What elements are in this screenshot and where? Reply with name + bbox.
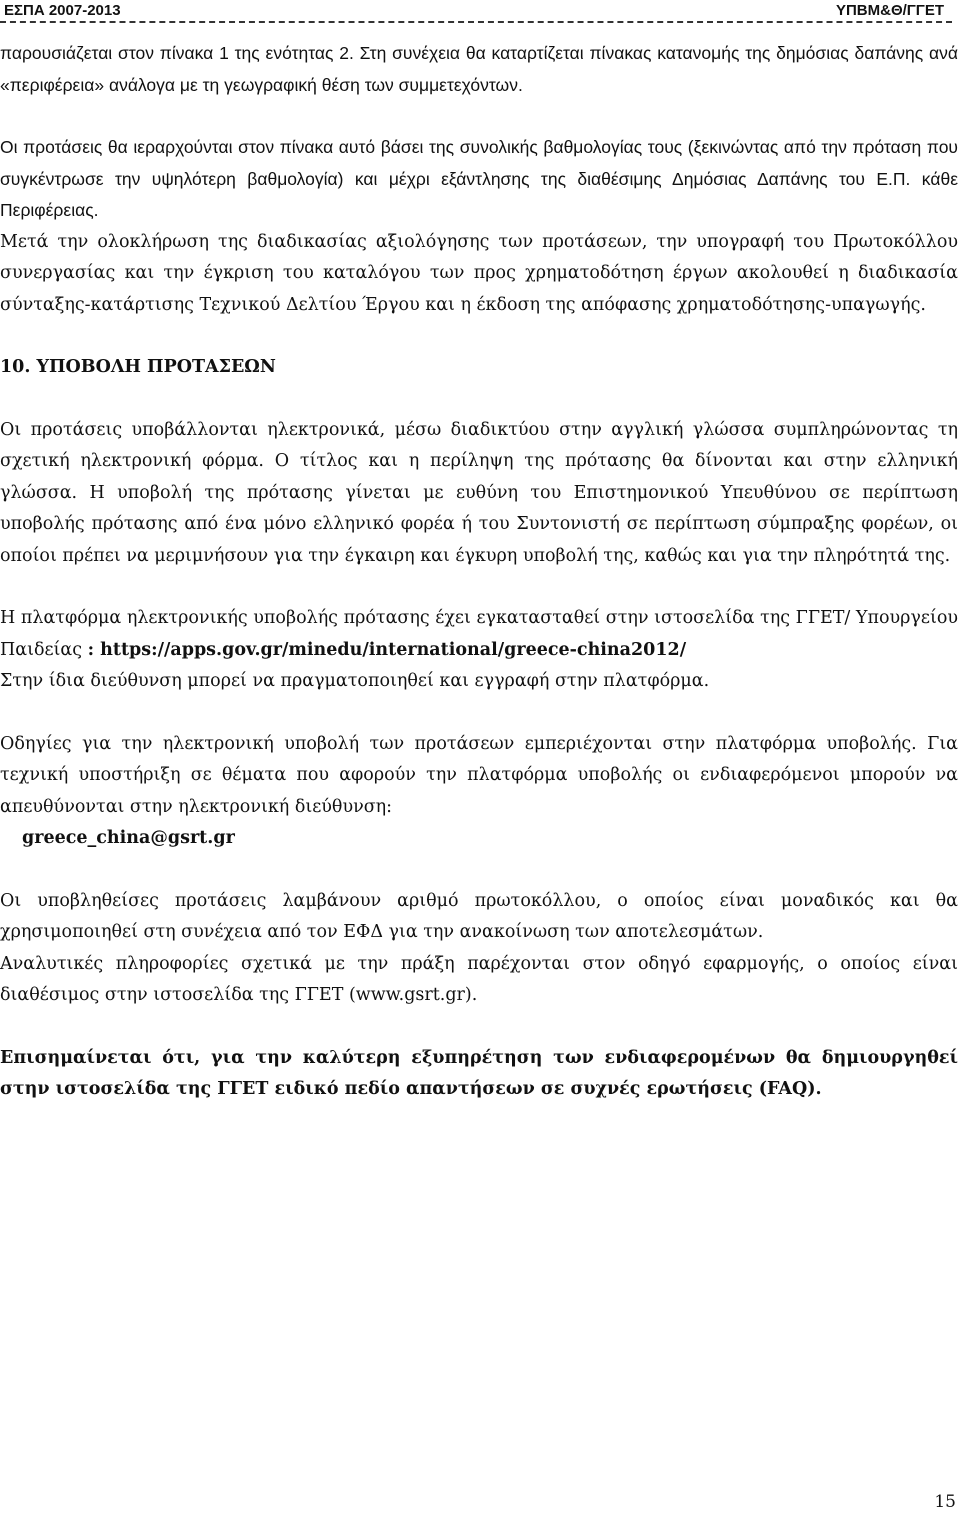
platform-text: Η πλατφόρμα ηλεκτρονικής υποβολής πρότασης έχει εγκατασταθεί στην ιστοσελίδα της ΓΓΕΤ/ Υπουργείου Παιδείας [0,608,958,660]
paragraph-registration: Στην ίδια διεύθυνση μπορεί να πραγματοποιηθεί και εγγραφή στην πλατφόρμα. [0,671,710,691]
paragraph-intro: παρουσιάζεται στον πίνακα 1 της ενότητας 2. Στη συνέχεια θα καταρτίζεται πίνακας κατανομής της δημόσιας δαπάνης ανά «περιφέρεια» ανάλογα με τη γεωγραφική θέση των συμμετεχόντων. [0,43,958,95]
paragraph-instructions: Οδηγίες για την ηλεκτρονική υποβολή των προτάσεων εμπεριέχονται στην πλατφόρμα υποβολής. Για τεχνική υποστήριξη σε θέματα που αφορούν την πλατφόρμα υποβολής οι ενδιαφερόμενοι μπορούν να απευθύνονται στην ηλεκτρονική διεύθυνση: [0,733,958,817]
section-heading: 10. ΥΠΟΒΟΛΗ ΠΡΟΤΑΣΕΩΝ [0,357,276,377]
header-left: ΕΣΠΑ 2007-2013 [4,2,121,19]
support-email-link[interactable]: greece_china@gsrt.gr [22,828,235,848]
page-number: 15 [934,1492,956,1512]
platform-url-link[interactable]: : https://apps.gov.gr/minedu/international/greece-china2012/ [87,639,687,660]
paragraph-faq-notice: Επισημαίνεται ότι, για την καλύτερη εξυπηρέτηση των ενδιαφερομένων θα δημιουργηθεί στην ιστοσελίδα της ΓΓΕΤ ειδικό πεδίο απαντήσεων σε συχνές ερωτήσεις (FAQ). [0,1047,958,1099]
paragraph-protocol: Οι υποβληθείσες προτάσεις λαμβάνουν αριθμό πρωτοκόλλου, ο οποίος είναι μοναδικός και θα χρησιμοποιηθεί στη συνέχεια από τον ΕΦΔ για την ανακοίνωση των αποτελεσμάτων. [0,890,958,942]
paragraph-evaluation: Μετά την ολοκλήρωση της διαδικασίας αξιολόγησης των προτάσεων, την υπογραφή του Πρωτοκόλλου συνεργασίας και την έγκριση του καταλόγου των προς χρηματοδότηση έργων ακολουθεί η διαδικασία σύνταξης-κατάρτισης Τεχνικού Δελτίου Έργου και η έκδοση της απόφασης χρηματοδότησης-υπαγωγής. [0,231,958,315]
header-right: ΥΠΒΜ&Θ/ΓΓΕΤ [835,2,944,19]
paragraph-platform [0,603,958,666]
paragraph-guide: Αναλυτικές πληροφορίες σχετικά με την πράξη παρέχονται στον οδηγό εφαρμογής, ο οποίος είναι διαθέσιμος στην ιστοσελίδα της ΓΓΕΤ (www.gsrt.gr). [0,953,958,1005]
paragraph-submission: Οι προτάσεις υποβάλλονται ηλεκτρονικά, μέσω διαδικτύου στην αγγλική γλώσσα συμπληρώνοντας τη σχετική ηλεκτρονική φόρμα. Ο τίτλος και η περίληψη της πρότασης θα δίνονται και στην ελληνική γλώσσα. Η υποβολή της πρότασης γίνεται με ευθύνη του Επιστημονικού Υπευθύνου σε περίπτωση υποβολής πρότασης από ένα μόνο ελληνικό φορέα ή του Συντονιστή σε περίπτωση σύμπραξης φορέων, οι οποίοι πρέπει να μεριμνήσουν για την έγκαιρη και έγκυρη υποβολή της, καθώς και για την πληρότητά της. [0,419,958,566]
page-header [0,0,960,24]
paragraph-ranking: Οι προτάσεις θα ιεραρχούνται στον πίνακα αυτό βάσει της συνολικής βαθμολογίας τους (ξεκινώντας από την πρόταση που συγκέντρωσε την υψηλότερη βαθμολογία) και μέχρι εξάντλησης της διαθέσιμης Δημόσιας Δαπάνης του Ε.Π. κάθε Περιφέρειας. [0,137,958,220]
document-body [0,38,958,1106]
header-divider [0,21,952,23]
